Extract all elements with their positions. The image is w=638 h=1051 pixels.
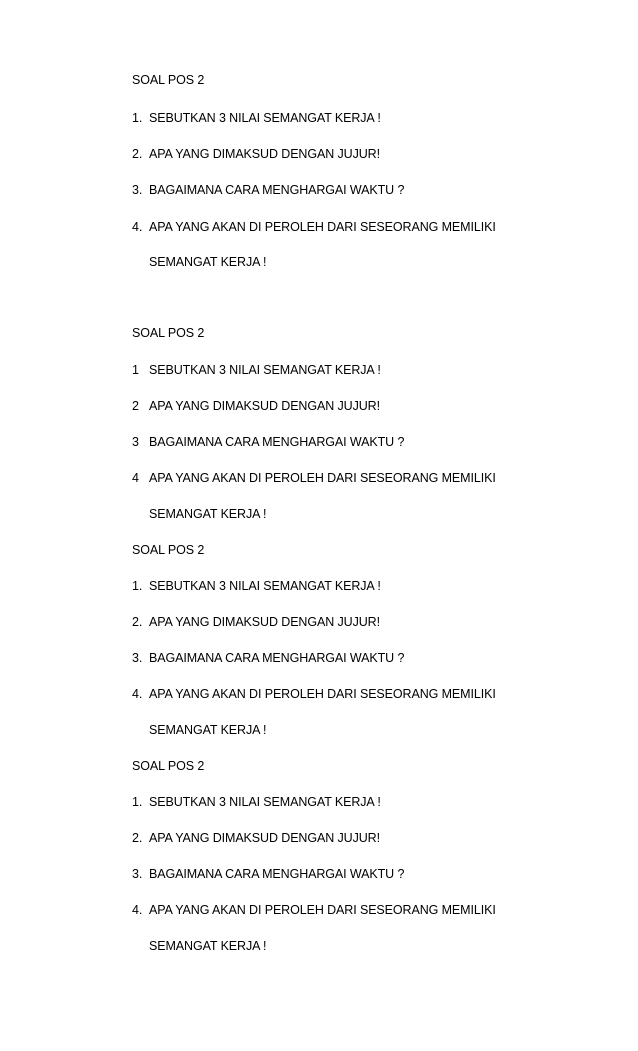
block-3-item-1: [132, 579, 381, 593]
item-number: 2.: [132, 147, 143, 161]
block-1-item-4: [132, 220, 496, 234]
block-4-item-4-continuation: SEMANGAT KERJA !: [149, 939, 267, 953]
block-2-item-1: [132, 363, 381, 377]
block-4-title: SOAL POS 2: [132, 759, 205, 773]
item-number: 3.: [132, 651, 143, 665]
item-text: BAGAIMANA CARA MENGHARGAI WAKTU ?: [149, 651, 405, 665]
item-number: 3.: [132, 867, 143, 881]
item-number: 3: [132, 435, 139, 449]
item-number: 4.: [132, 220, 143, 234]
item-text: APA YANG AKAN DI PEROLEH DARI SESEORANG MEMILIKI: [149, 903, 496, 917]
block-3-title: SOAL POS 2: [132, 543, 205, 557]
item-text: APA YANG AKAN DI PEROLEH DARI SESEORANG MEMILIKI: [149, 220, 496, 234]
block-2-item-4: [132, 471, 496, 485]
item-number: 2.: [132, 831, 143, 845]
item-number: 1.: [132, 111, 143, 125]
item-number: 2.: [132, 615, 143, 629]
block-3-item-2: [132, 615, 380, 629]
block-3-item-3: [132, 651, 404, 665]
item-text: SEBUTKAN 3 NILAI SEMANGAT KERJA !: [149, 579, 381, 593]
block-2-item-4-continuation: SEMANGAT KERJA !: [149, 507, 267, 521]
item-text: SEBUTKAN 3 NILAI SEMANGAT KERJA !: [149, 363, 381, 377]
block-1-item-3: [132, 183, 404, 197]
item-text: SEBUTKAN 3 NILAI SEMANGAT KERJA !: [149, 795, 381, 809]
item-text: APA YANG DIMAKSUD DENGAN JUJUR!: [149, 399, 380, 413]
item-number: 1.: [132, 579, 143, 593]
block-4-item-1: [132, 795, 381, 809]
item-text: APA YANG AKAN DI PEROLEH DARI SESEORANG MEMILIKI: [149, 687, 496, 701]
item-text: BAGAIMANA CARA MENGHARGAI WAKTU ?: [149, 435, 405, 449]
item-number: 4.: [132, 687, 143, 701]
item-text: APA YANG AKAN DI PEROLEH DARI SESEORANG MEMILIKI: [149, 471, 496, 485]
item-number: 4.: [132, 903, 143, 917]
item-number: 4: [132, 471, 139, 485]
item-text: APA YANG DIMAKSUD DENGAN JUJUR!: [149, 615, 380, 629]
block-2-title: SOAL POS 2: [132, 326, 205, 340]
block-2-item-2: [132, 399, 380, 413]
item-text: APA YANG DIMAKSUD DENGAN JUJUR!: [149, 831, 380, 845]
block-2-item-3: [132, 435, 404, 449]
item-number: 3.: [132, 183, 143, 197]
item-text: BAGAIMANA CARA MENGHARGAI WAKTU ?: [149, 867, 405, 881]
item-text: BAGAIMANA CARA MENGHARGAI WAKTU ?: [149, 183, 405, 197]
block-1-item-1: [132, 111, 381, 125]
block-4-item-4: [132, 903, 496, 917]
block-3-item-4: [132, 687, 496, 701]
block-4-item-3: [132, 867, 404, 881]
item-number: 1.: [132, 795, 143, 809]
block-1-item-4-continuation: SEMANGAT KERJA !: [149, 255, 267, 269]
block-1-title: SOAL POS 2: [132, 73, 205, 87]
block-3-item-4-continuation: SEMANGAT KERJA !: [149, 723, 267, 737]
item-number: 1: [132, 363, 139, 377]
block-4-item-2: [132, 831, 380, 845]
block-1-item-2: [132, 147, 380, 161]
item-text: SEBUTKAN 3 NILAI SEMANGAT KERJA !: [149, 111, 381, 125]
item-text: APA YANG DIMAKSUD DENGAN JUJUR!: [149, 147, 380, 161]
item-number: 2: [132, 399, 139, 413]
